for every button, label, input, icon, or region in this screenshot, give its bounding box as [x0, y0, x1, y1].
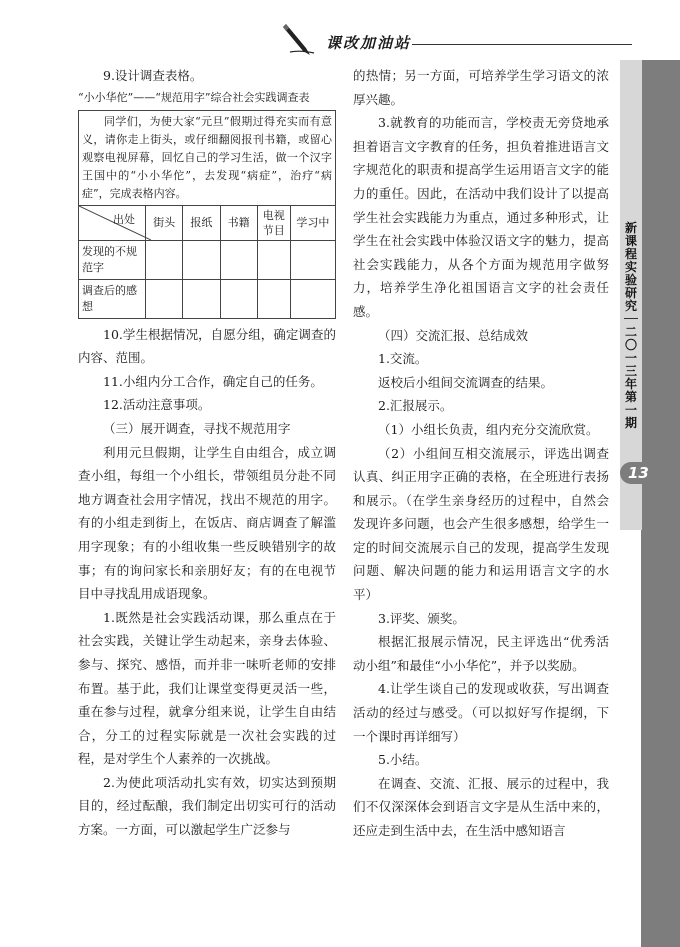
paragraph: 11.小组内分工合作，确定自己的任务。 — [103, 373, 323, 389]
table-cell — [183, 240, 220, 279]
paragraph: （1）小组长负责，组内充分交流欣赏。 — [378, 421, 599, 437]
paragraph: 利用元旦假期，让学生自由组合，成立调查小组，每组一个小组长，带领组员分赴不同地方调查社会用字情况，找出不规范的用字。有的小组走到街上，在饭店、商店调查了解滥用字现象；有的小组收集一些反映错别字的故事；有的询问家长和亲朋好友；有的在电视节目中寻找乱用成语现象。 — [78, 444, 336, 602]
table-cell — [220, 279, 257, 318]
paragraph: 返校后小组间交流调查的结果。 — [378, 374, 554, 390]
item-9: 9.设计调查表格。 — [103, 68, 203, 83]
paragraph: 3.评奖、颁奖。 — [378, 610, 465, 626]
section-heading: （三）展开调查，寻找不规范用字 — [103, 420, 291, 436]
paragraph: 根据汇报展示情况，民主评选出“优秀活动小组”和最佳“小小华佗”，并予以奖励。 — [353, 634, 609, 673]
paragraph: 2.为使此项活动扎实有效，切实达到预期目的，经过酝酿，我们制定出切实可行的活动方案。一方面，可以激起学生广泛参与 — [78, 774, 336, 838]
table-col-header: 街头 — [146, 205, 183, 240]
page-number: 13 — [628, 464, 649, 482]
table-col-header: 书籍 — [220, 205, 257, 240]
paragraph: 10.学生根据情况，自愿分组，确定调查的内容、范围。 — [78, 326, 336, 366]
table-cell — [146, 279, 183, 318]
table-col-header: 学习中 — [290, 205, 335, 240]
table-cell — [220, 240, 257, 279]
paragraph: 1.既然是社会实践活动课，那么重点在于社会实践，关键让学生动起来，亲身去体验、参与、探究、感悟，而并非一味听老师的安排布置。基于此，我们让课堂变得更灵活一些，重在参与过程，就拿分组来说，让学生自由结合，分工的过程实际就是一次社会实践的过程，是对学生个人素养的一次挑战。 — [78, 609, 336, 767]
survey-table — [78, 110, 336, 319]
paragraph: 的热情；另一方面，可培养学生学习语文的浓厚兴趣。 — [353, 68, 609, 107]
table-row — [79, 279, 336, 318]
table-corner-cell — [79, 205, 146, 240]
table-corner-label: 出处 — [113, 212, 135, 226]
table-cell — [257, 279, 290, 318]
paragraph: 1.交流。 — [378, 351, 428, 367]
page-header — [240, 22, 640, 62]
table-row-header: 发现的不规范字 — [79, 240, 146, 279]
table-row-header: 调查后的感想 — [79, 279, 146, 318]
sidebar-divider — [624, 318, 638, 319]
pen-icon — [280, 22, 316, 58]
table-cell — [183, 279, 220, 318]
table-col-header: 报纸 — [183, 205, 220, 240]
table-cell — [290, 279, 335, 318]
paragraph: （2）小组间互相交流展示，评选出调查认真、纠正用字正确的表格，在全班进行表扬和展示。（在学生亲身经历的过程中，自然会发现许多问题，也会产生很多感想，给学生一定的时间交流展示自己的发现，提高学生发现问题、解决问题的能力和运用语言文字的水平） — [353, 445, 609, 603]
left-column — [78, 64, 336, 842]
table-col-header: 电视节目 — [257, 205, 290, 240]
paragraph: 12.活动注意事项。 — [103, 397, 211, 413]
table-cell — [146, 240, 183, 279]
section-title: 课改加油站 — [326, 34, 412, 52]
table-intro: 同学们，为使大家“元旦”假期过得充实而有意义，请你走上街头，或仔细翻阅报刊书籍，或留心观察电视屏幕，回忆自己的学习生活，做一个汉字王国中的“小小华佗”，去发现“病症”，治疗“病症”，完成表格内容。 — [79, 110, 336, 205]
issue-label: 二〇一三年第一期 — [624, 325, 637, 430]
table-title: “小小华佗”——“规范用字”综合社会实践调查表 — [78, 90, 310, 104]
right-column — [353, 64, 609, 843]
paragraph: 在调查、交流、汇报、展示的过程中，我们不仅深深体会到语言文字是从生活中来的，还应走到生活中去，在生活中感知语言 — [353, 775, 609, 838]
paragraph: 5.小结。 — [378, 752, 428, 768]
table-cell — [257, 240, 290, 279]
table-cell — [290, 240, 335, 279]
section-heading: （四）交流汇报、总结成效 — [378, 327, 529, 343]
paragraph: 4.让学生谈自己的发现或收获，写出调查活动的经过与感受。（可以拟好写作提纲，下一个课时再详细写） — [353, 681, 609, 744]
paragraph: 2.汇报展示。 — [378, 398, 453, 414]
header-rule — [412, 44, 632, 45]
table-row — [79, 240, 336, 279]
paragraph: 3.就教育的功能而言，学校责无旁贷地承担着语言文字教育的任务，担负着推进语言文字规范化的职责和提高学生运用语言文字的能力的重任。因此，在活动中我们设计了以提高学生社会实践能力为重点，通过多种形式，让学生在社会实践中体验汉语文字的魅力，提高社会实践能力，从各个方面为规范用字做努力，培养学生净化祖国语言文字的社会责任感。 — [353, 115, 609, 319]
journal-name: 新课程实验研究 — [624, 221, 637, 313]
sidebar-band — [641, 60, 680, 947]
